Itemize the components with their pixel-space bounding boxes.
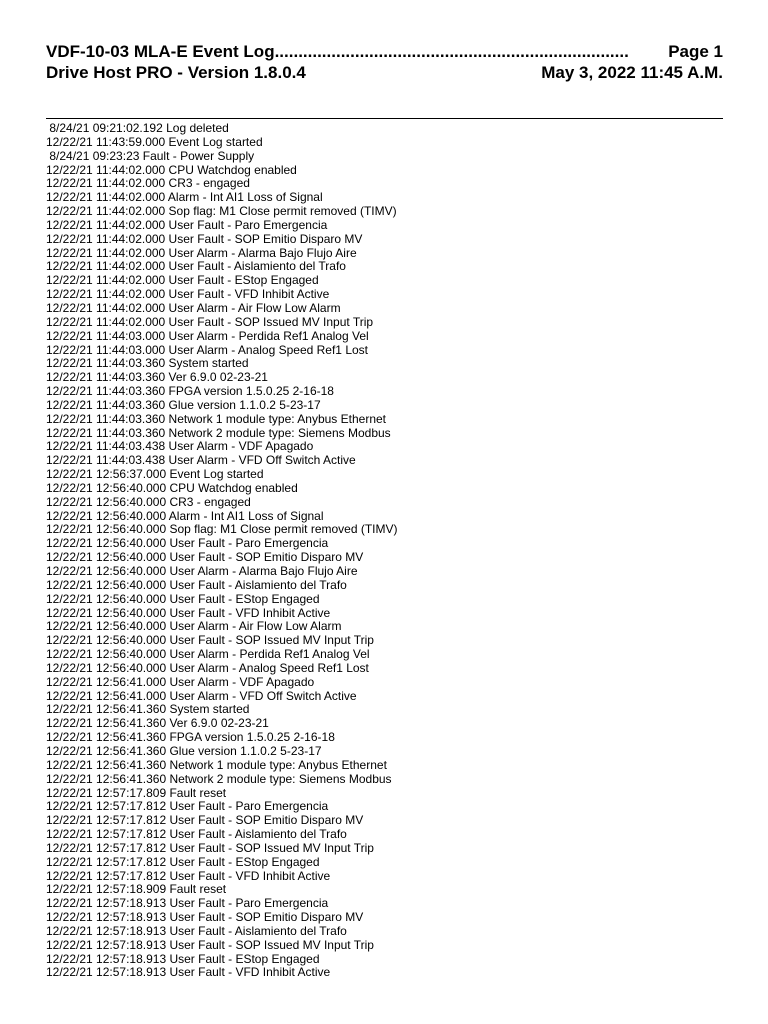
log-entry: 12/22/21 11:44:02.000 User Fault - EStop Engaged [46, 274, 319, 288]
software-version: Drive Host PRO - Version 1.8.0.4 [46, 63, 306, 82]
log-entry: 12/22/21 11:44:02.000 CPU Watchdog enabled [46, 163, 297, 177]
log-entry: 12/22/21 11:44:03.360 Network 2 module type: Siemens Modbus [46, 426, 391, 440]
log-entry: 12/22/21 11:44:03.438 User Alarm - VDF Apagado [46, 440, 314, 454]
log-entry: 12/22/21 12:56:40.000 User Fault - EStop Engaged [46, 592, 320, 606]
log-entry: 12/22/21 12:56:40.000 User Fault - VFD Inhibit Active [46, 606, 331, 620]
log-entry: 12/22/21 11:44:02.000 CR3 - engaged [46, 177, 250, 191]
log-entry: 12/22/21 12:57:18.913 User Fault - Aislamiento del Trafo [46, 924, 347, 938]
log-entry: 12/22/21 12:56:41.360 Network 2 module type: Siemens Modbus [46, 772, 392, 786]
log-entry: 12/22/21 12:56:41.360 System started [46, 703, 250, 717]
log-entry: 12/22/21 11:44:02.000 User Alarm - Air Flow Low Alarm [46, 301, 341, 315]
header-title-row [46, 41, 723, 62]
log-entry: 12/22/21 12:57:18.909 Fault reset [46, 883, 227, 897]
log-entry: 12/22/21 12:56:41.360 FPGA version 1.5.0.25 2-16-18 [46, 731, 335, 745]
log-entry: 12/22/21 12:57:18.913 User Fault - SOP Emitio Disparo MV [46, 911, 364, 925]
report-date: May 3, 2022 11:45 A.M. [541, 63, 723, 82]
log-entry: 12/22/21 11:44:02.000 User Fault - SOP Emitio Disparo MV [46, 232, 363, 246]
event-log-list [46, 122, 723, 980]
log-entry: 12/22/21 12:57:17.812 User Fault - SOP Issued MV Input Trip [46, 841, 374, 855]
log-entry: 12/22/21 12:57:18.913 User Fault - VFD Inhibit Active [46, 966, 331, 980]
log-entry: 12/22/21 11:44:03.360 Network 1 module type: Anybus Ethernet [46, 412, 387, 426]
log-entry: 12/22/21 11:44:03.000 User Alarm - Analog Speed Ref1 Lost [46, 343, 368, 357]
log-entry: 12/22/21 11:44:03.438 User Alarm - VFD Off Switch Active [46, 454, 356, 468]
log-entry: 12/22/21 11:44:02.000 Sop flag: M1 Close permit removed (TIMV) [46, 205, 397, 219]
log-entry: 12/22/21 11:44:02.000 Alarm - Int AI1 Loss of Signal [46, 191, 323, 205]
log-entry: 12/22/21 12:56:40.000 Sop flag: M1 Close permit removed (TIMV) [46, 523, 398, 537]
report-header [46, 41, 723, 83]
log-entry: 12/22/21 12:57:17.812 User Fault - Aislamiento del Trafo [46, 828, 347, 842]
log-entry: 12/22/21 12:56:40.000 CPU Watchdog enabled [46, 481, 298, 495]
log-entry: 12/22/21 12:56:40.000 User Alarm - Air Flow Low Alarm [46, 620, 342, 634]
log-entry: 12/22/21 11:44:02.000 User Fault - Paro Emergencia [46, 218, 328, 232]
page-number: Page 1 [668, 42, 723, 61]
log-entry: 12/22/21 12:57:18.913 User Fault - EStop Engaged [46, 952, 320, 966]
log-entry: 12/22/21 11:44:02.000 User Alarm - Alarma Bajo Flujo Aire [46, 246, 357, 260]
log-entry: 12/22/21 12:56:40.000 User Fault - Aislamiento del Trafo [46, 578, 347, 592]
log-entry: 12/22/21 11:44:02.000 User Fault - VFD Inhibit Active [46, 288, 330, 302]
log-entry: 12/22/21 12:57:17.812 User Fault - Paro Emergencia [46, 800, 329, 814]
log-entry: 12/22/21 12:57:17.812 User Fault - EStop Engaged [46, 855, 320, 869]
header-divider [46, 118, 723, 119]
log-entry: 8/24/21 09:23:23 Fault - Power Supply [46, 149, 255, 163]
log-entry: 12/22/21 12:57:17.809 Fault reset [46, 786, 227, 800]
log-entry: 12/22/21 12:56:40.000 CR3 - engaged [46, 495, 251, 509]
log-entry: 12/22/21 12:56:41.360 Network 1 module type: Anybus Ethernet [46, 758, 387, 772]
log-entry: 12/22/21 12:56:41.000 User Alarm - VFD Off Switch Active [46, 689, 357, 703]
log-entry: 12/22/21 12:56:40.000 User Fault - SOP Emitio Disparo MV [46, 551, 364, 565]
log-entry: 12/22/21 12:56:40.000 User Fault - Paro Emergencia [46, 537, 329, 551]
log-entry: 8/24/21 09:21:02.192 Log deleted [46, 122, 229, 135]
log-entry: 12/22/21 11:44:02.000 User Fault - SOP Issued MV Input Trip [46, 315, 374, 329]
log-entry: 12/22/21 11:44:03.360 FPGA version 1.5.0.25 2-16-18 [46, 385, 334, 399]
log-entry: 12/22/21 11:44:03.360 System started [46, 357, 249, 371]
log-entry: 12/22/21 12:57:17.812 User Fault - SOP Emitio Disparo MV [46, 814, 364, 828]
log-entry: 12/22/21 11:44:02.000 User Fault - Aislamiento del Trafo [46, 260, 346, 274]
log-entry: 12/22/21 12:57:18.913 User Fault - SOP Issued MV Input Trip [46, 938, 374, 952]
log-entry: 12/22/21 12:57:18.913 User Fault - Paro Emergencia [46, 897, 329, 911]
log-entry: 12/22/21 12:56:40.000 User Alarm - Analog Speed Ref1 Lost [46, 661, 369, 675]
report-title: VDF-10-03 MLA-E Event Log........................................................................... [46, 42, 629, 61]
log-entry: 12/22/21 11:44:03.000 User Alarm - Perdida Ref1 Analog Vel [46, 329, 369, 343]
log-entry: 12/22/21 12:56:41.000 User Alarm - VDF Apagado [46, 675, 315, 689]
header-subtitle-row [46, 62, 723, 83]
log-entry: 12/22/21 12:56:37.000 Event Log started [46, 468, 264, 482]
log-entry: 12/22/21 11:43:59.000 Event Log started [46, 135, 263, 149]
log-entry: 12/22/21 12:57:17.812 User Fault - VFD Inhibit Active [46, 869, 331, 883]
log-entry: 12/22/21 12:56:41.360 Glue version 1.1.0.2 5-23-17 [46, 744, 322, 758]
log-entry: 12/22/21 11:44:03.360 Glue version 1.1.0.2 5-23-17 [46, 398, 321, 412]
log-entry: 12/22/21 12:56:40.000 User Alarm - Perdida Ref1 Analog Vel [46, 648, 370, 662]
log-entry: 12/22/21 12:56:41.360 Ver 6.9.0 02-23-21 [46, 717, 269, 731]
log-entry: 12/22/21 12:56:40.000 User Fault - SOP Issued MV Input Trip [46, 634, 374, 648]
log-entry: 12/22/21 12:56:40.000 Alarm - Int AI1 Loss of Signal [46, 509, 324, 523]
log-entry: 12/22/21 11:44:03.360 Ver 6.9.0 02-23-21 [46, 371, 268, 385]
log-entry: 12/22/21 12:56:40.000 User Alarm - Alarma Bajo Flujo Aire [46, 565, 358, 578]
